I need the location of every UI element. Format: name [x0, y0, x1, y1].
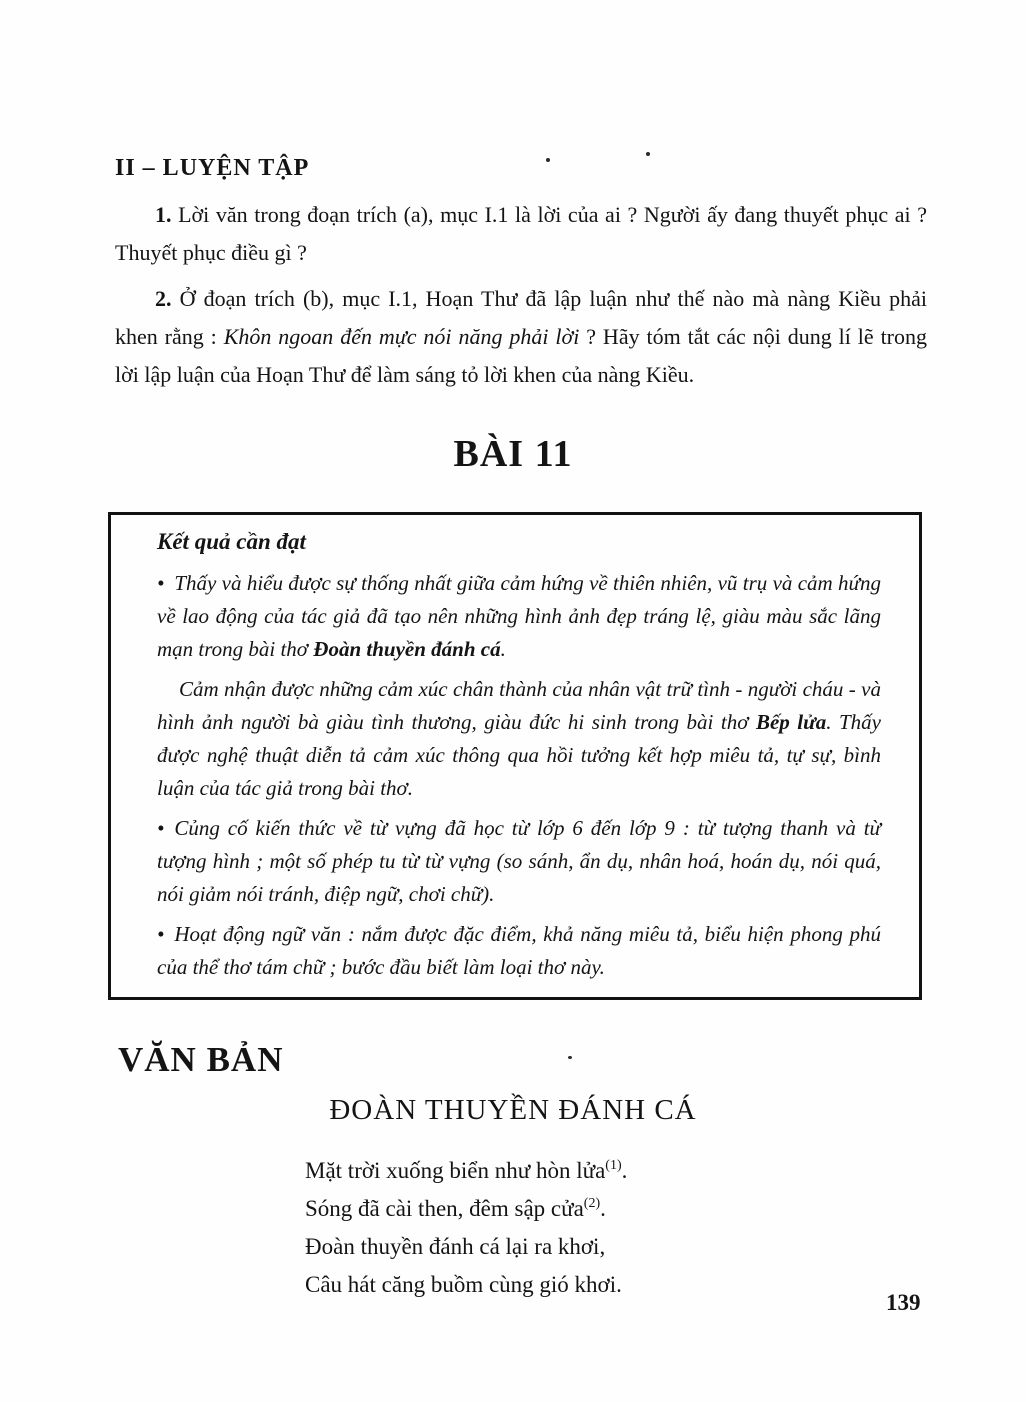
poem-line-end: . — [600, 1196, 606, 1221]
goal-item — [157, 812, 881, 911]
scan-speck — [568, 1056, 572, 1059]
bullet-icon: • — [157, 816, 165, 840]
exercise-number: 1. — [155, 202, 172, 227]
exercise-number: 2. — [155, 286, 172, 311]
goal-work-title: Đoàn thuyền đánh cá — [313, 637, 501, 661]
goal-item — [157, 673, 881, 805]
poem-line-text: Câu hát căng buồm cùng gió khơi. — [305, 1272, 622, 1297]
goal-text: Cảm nhận được những cảm xúc chân thành của nhân vật trữ tình - người cháu - và hình ảnh người bà giàu tình thương, giàu đức hi sinh trong bài thơ — [157, 677, 881, 734]
poem-line-end: . — [621, 1158, 628, 1183]
footnote-marker: (2) — [583, 1196, 601, 1211]
footnote-marker: (1) — [605, 1158, 622, 1173]
poem-line-text: Mặt trời xuống biển như hòn lửa — [305, 1158, 606, 1183]
poem-line — [305, 1190, 627, 1228]
exercise-text: ? Hãy tóm tắt các nội dung lí lẽ trong lời lập luận của Hoạn Thư để làm sáng tỏ lời khen của nàng Kiều. — [115, 324, 928, 387]
poem-line — [305, 1228, 627, 1266]
poem-line-text: Đoàn thuyền đánh cá lại ra khơi, — [305, 1234, 606, 1259]
goal-work-title: Bếp lửa — [755, 710, 827, 734]
exercise-text: Lời văn trong đoạn trích (a), mục I.1 là lời của ai ? Người ấy đang thuyết phục ai ? Thuyết phục điều gì ? — [115, 202, 927, 265]
goal-text: . — [500, 637, 506, 661]
goals-box — [108, 512, 922, 1000]
goals-heading: Kết quả cần đạt — [157, 529, 306, 554]
exercise-quote: Khôn ngoan đến mực nói năng phải lời — [223, 324, 580, 349]
poem-line — [305, 1152, 627, 1190]
scan-speck — [646, 152, 650, 156]
page-number: 139 — [886, 1290, 921, 1315]
goal-text: . Thấy được nghệ thuật diễn tả cảm xúc thông qua hồi tưởng kết hợp miêu tả, tự sự, bình luận của tác giả trong bài thơ. — [157, 710, 882, 800]
poem-line-text: Sóng đã cài then, đêm sập cửa — [305, 1196, 584, 1221]
scan-speck — [546, 158, 550, 162]
goal-text: Hoạt động ngữ văn : nắm được đặc điểm, khả năng miêu tả, biểu hiện phong phú của thể thơ tám chữ ; bước đầu biết làm loại thơ này. — [157, 922, 881, 979]
exercise-item — [115, 280, 927, 394]
document-label: VĂN BẢN — [118, 1040, 284, 1079]
poem-line — [305, 1266, 627, 1304]
bullet-icon: • — [157, 922, 165, 946]
bullet-icon: • — [157, 571, 165, 595]
goal-text: Thấy và hiểu được sự thống nhất giữa cảm hứng về thiên nhiên, vũ trụ và cảm hứng về lao động của tác giả đã tạo nên những hình ảnh đẹp tráng lệ, giàu màu sắc lãng mạn trong bài thơ — [157, 571, 881, 661]
lesson-title: BÀI 11 — [453, 433, 573, 475]
goal-text: Củng cố kiến thức về từ vựng đã học từ lớp 6 đến lớp 9 : từ tượng thanh và từ tượng hình ; một số phép tu từ từ vựng (so sánh, ẩn dụ, nhân hoá, hoán dụ, nói quá, nói giảm nói tránh, điệp ngữ, chơi chữ). — [157, 816, 881, 906]
exercise-text: Ở đoạn trích (b), mục I.1, Hoạn Thư đã lập luận như thế nào mà nàng Kiều phải khen rằng : — [115, 286, 927, 349]
goal-item — [157, 567, 881, 666]
exercise-list — [115, 196, 927, 402]
goal-item — [157, 918, 881, 984]
exercise-item — [115, 196, 927, 272]
poem-title: ĐOÀN THUYỀN ĐÁNH CÁ — [329, 1094, 697, 1126]
poem — [305, 1152, 627, 1304]
section-heading: II – LUYỆN TẬP — [115, 155, 310, 181]
